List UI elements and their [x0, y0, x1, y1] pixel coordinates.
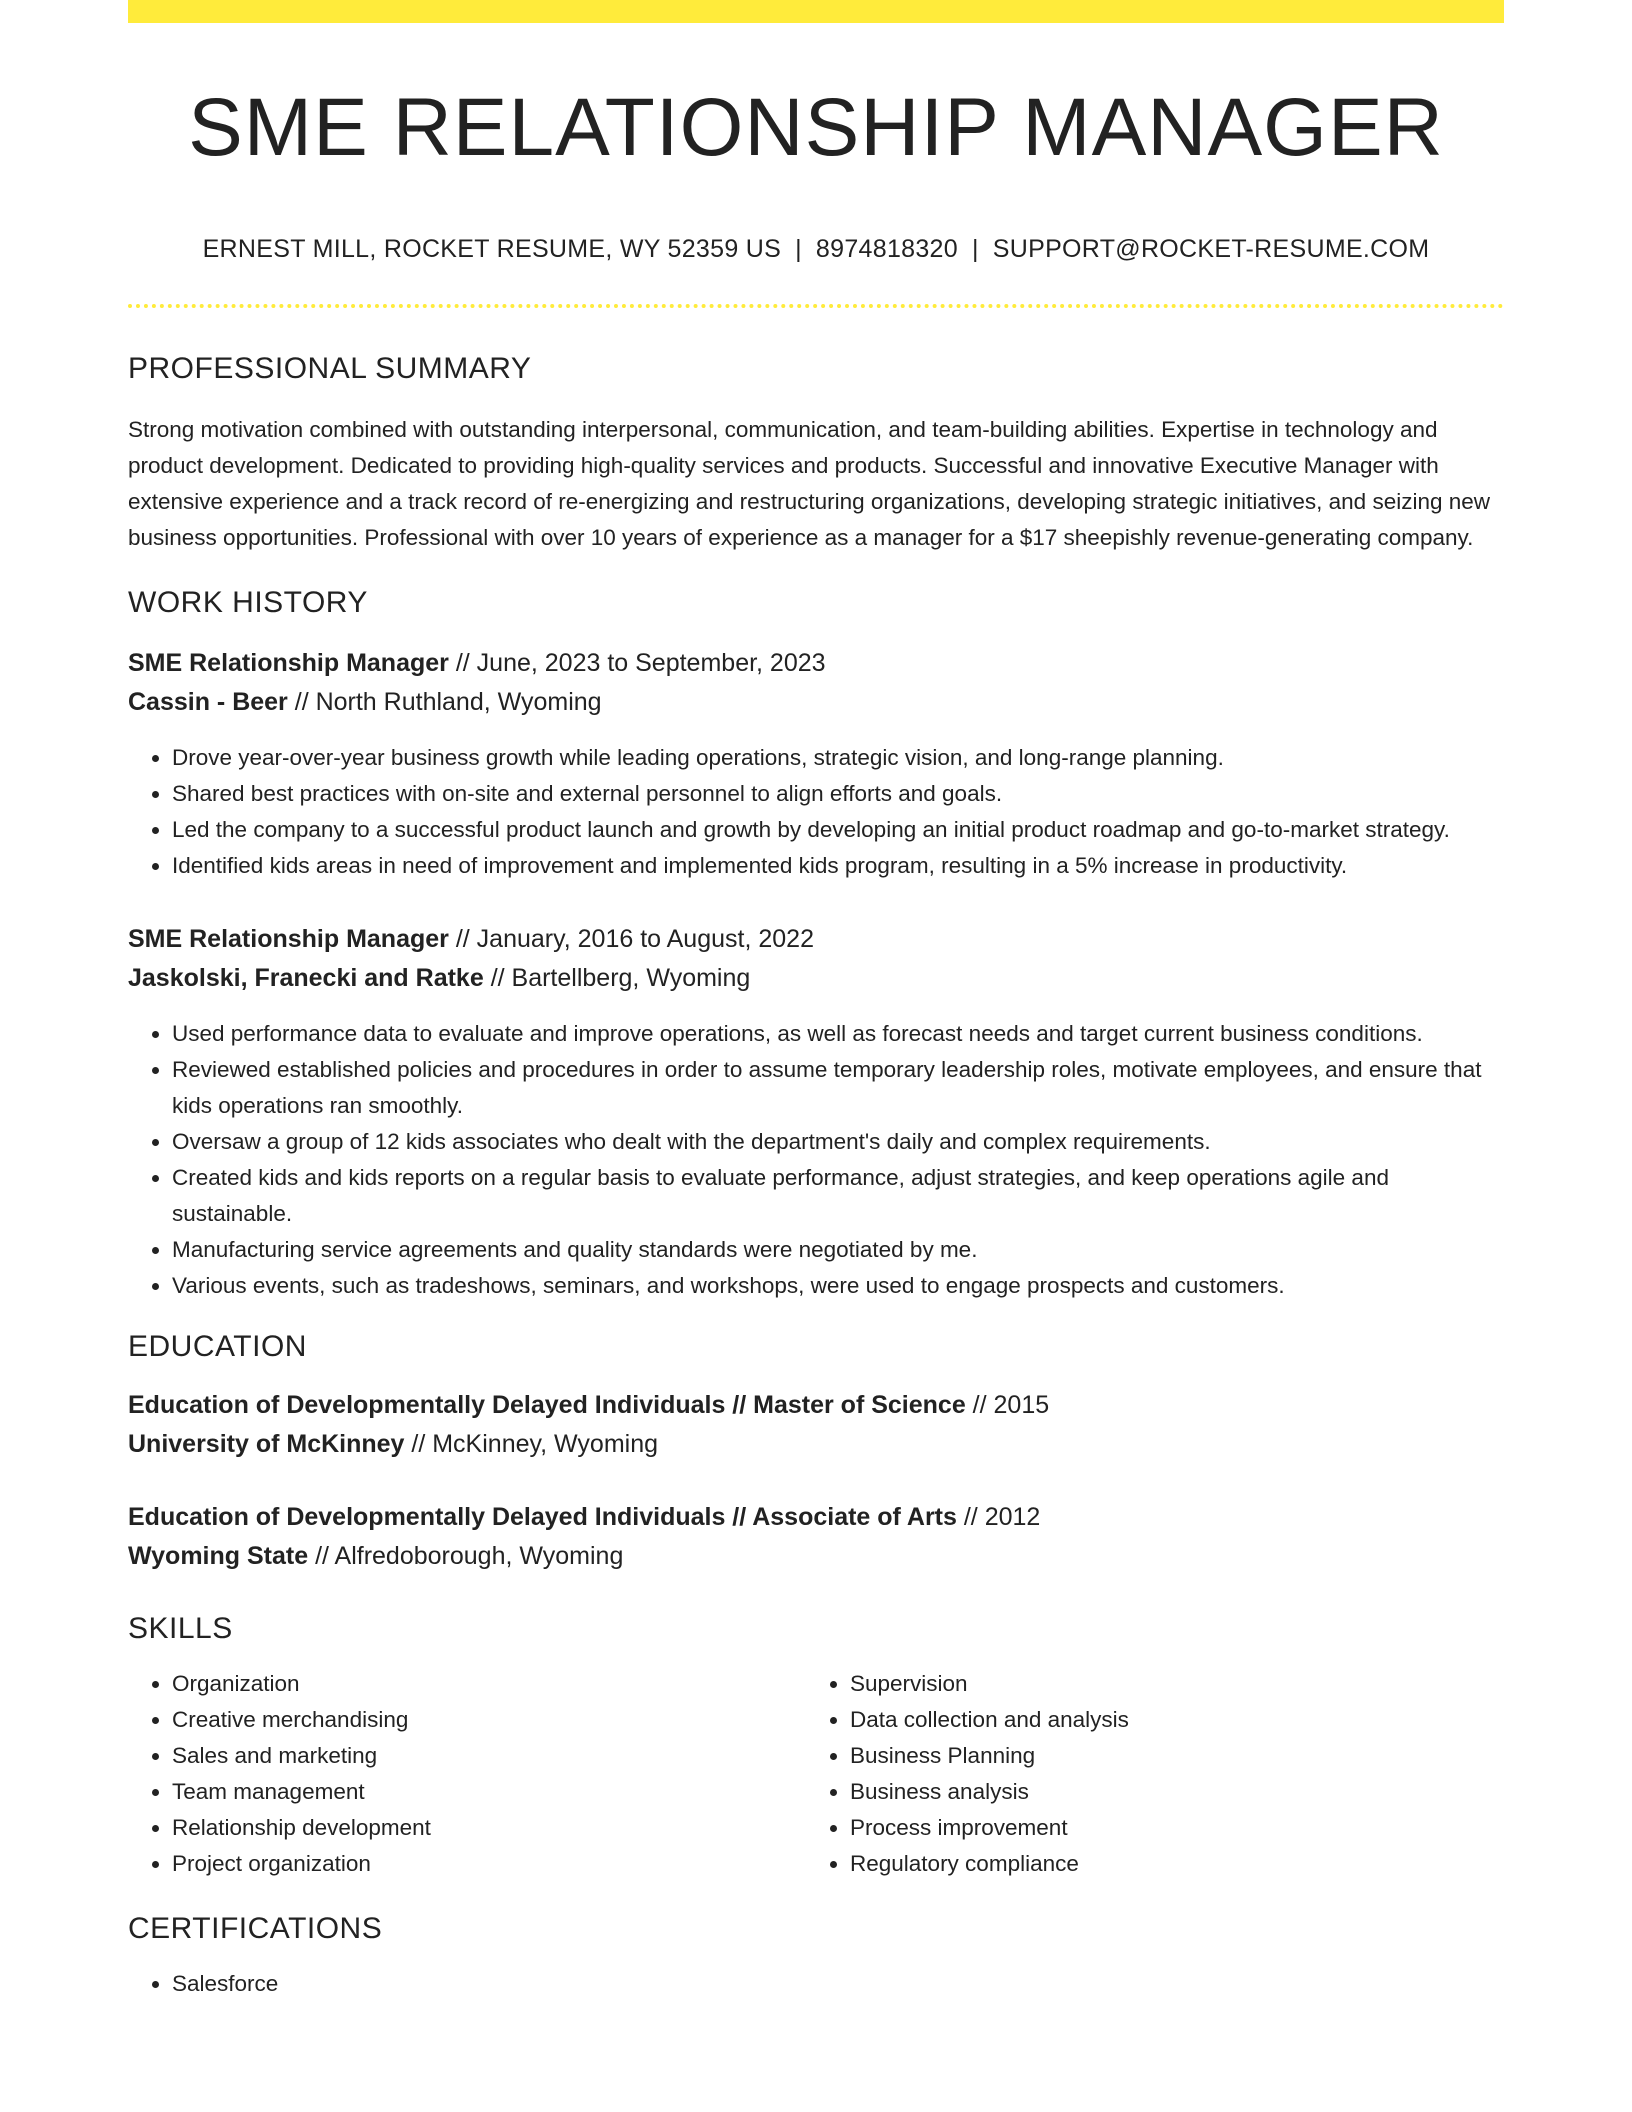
contact-line — [128, 235, 1504, 264]
list-item: • Organization — [172, 1666, 806, 1702]
education-year: // 2015 — [965, 1391, 1050, 1420]
skills-columns — [128, 1666, 1504, 1882]
education-year: // 2012 — [956, 1503, 1041, 1532]
list-item: • Creative merchandising — [172, 1702, 806, 1738]
list-item: • Manufacturing service agreements and quality standards were negotiated by me. — [172, 1232, 1504, 1268]
education-degree-line — [128, 1386, 1504, 1425]
education-school-line — [128, 1537, 1504, 1576]
education-school: Wyoming State — [128, 1542, 309, 1571]
certifications-list — [128, 1966, 1504, 2002]
job-title-line — [128, 920, 1504, 959]
job-title-line — [128, 644, 1504, 683]
list-item: • Reviewed established policies and procedures in order to assume temporary leadership roles, motivate employees, and ensure that kids operations ran smoothly. — [172, 1052, 1504, 1124]
job-title: SME Relationship Manager — [128, 649, 449, 678]
job-location: // Bartellberg, Wyoming — [483, 964, 751, 993]
resume-page — [128, 0, 1504, 2002]
list-item: • Led the company to a successful product launch and growth by developing an initial product roadmap and go-to-market strategy. — [172, 812, 1504, 848]
list-item: • Used performance data to evaluate and improve operations, as well as forecast needs and target current business conditions. — [172, 1016, 1504, 1052]
job-bullets — [128, 740, 1504, 884]
education-entry — [128, 1498, 1504, 1576]
education-heading: EDUCATION — [128, 1330, 307, 1364]
list-item: • Project organization — [172, 1846, 806, 1882]
list-item: • Supervision — [850, 1666, 1484, 1702]
job-dates: // June, 2023 to September, 2023 — [448, 649, 826, 678]
list-item: • Salesforce — [172, 1966, 1504, 2002]
education-school: University of McKinney — [128, 1430, 405, 1459]
resume-title: SME RELATIONSHIP MANAGER — [188, 82, 1444, 173]
job-bullets — [128, 1016, 1504, 1304]
list-item: • Sales and marketing — [172, 1738, 806, 1774]
job-company-line — [128, 959, 1504, 998]
list-item: • Relationship development — [172, 1810, 806, 1846]
contact-separator: | — [795, 235, 802, 264]
job-company: Cassin - Beer — [128, 688, 288, 717]
list-item: • Process improvement — [850, 1810, 1484, 1846]
summary-heading: PROFESSIONAL SUMMARY — [128, 352, 532, 386]
education-entry — [128, 1386, 1504, 1464]
skills-list-right — [806, 1666, 1484, 1882]
list-item: • Identified kids areas in need of improvement and implemented kids program, resulting in a 5% increase in productivity. — [172, 848, 1504, 884]
list-item: • Regulatory compliance — [850, 1846, 1484, 1882]
job-title: SME Relationship Manager — [128, 925, 449, 954]
contact-address: ERNEST MILL, ROCKET RESUME, WY 52359 US — [202, 235, 782, 264]
work-history-heading: WORK HISTORY — [128, 586, 368, 620]
education-location: // Alfredoborough, Wyoming — [308, 1542, 624, 1571]
contact-phone: 8974818320 — [815, 235, 958, 264]
skills-heading: SKILLS — [128, 1612, 233, 1646]
education-school-line — [128, 1425, 1504, 1464]
job-company: Jaskolski, Franecki and Ratke — [128, 964, 484, 993]
contact-email: SUPPORT@ROCKET-RESUME.COM — [992, 235, 1430, 264]
list-item: • Shared best practices with on-site and external personnel to align efforts and goals. — [172, 776, 1504, 812]
education-degree: Education of Developmentally Delayed Individuals // Associate of Arts — [128, 1503, 957, 1532]
job-location: // North Ruthland, Wyoming — [287, 688, 602, 717]
job-dates: // January, 2016 to August, 2022 — [448, 925, 814, 954]
job-entry — [128, 644, 1504, 884]
list-item: • Oversaw a group of 12 kids associates who dealt with the department's daily and complex requirements. — [172, 1124, 1504, 1160]
certifications-heading: CERTIFICATIONS — [128, 1912, 383, 1946]
summary-text: Strong motivation combined with outstanding interpersonal, communication, and team-building abilities. Expertise in technology and product development. Dedicated to providing high-quality services and products. Successful and innovative Executive Manager with extensive experience and a track record of re-energizing and restructuring organizations, developing strategic initiatives, and seizing new business opportunities. Professional with over 10 years of experience as a manager for a $17 sheepishly revenue-generating company. — [128, 417, 1491, 551]
dotted-divider — [128, 304, 1504, 308]
education-degree-line — [128, 1498, 1504, 1537]
list-item: • Team management — [172, 1774, 806, 1810]
list-item: • Business Planning — [850, 1738, 1484, 1774]
list-item: • Various events, such as tradeshows, seminars, and workshops, were used to engage prospects and customers. — [172, 1268, 1504, 1304]
list-item: • Data collection and analysis — [850, 1702, 1484, 1738]
contact-separator: | — [971, 235, 979, 264]
education-location: // McKinney, Wyoming — [404, 1430, 659, 1459]
education-degree: Education of Developmentally Delayed Individuals // Master of Science — [128, 1391, 966, 1420]
accent-bar — [128, 0, 1504, 23]
skills-list-left — [128, 1666, 806, 1882]
job-company-line — [128, 683, 1504, 722]
list-item: • Business analysis — [850, 1774, 1484, 1810]
list-item: • Created kids and kids reports on a regular basis to evaluate performance, adjust strategies, and keep operations agile and sustainable. — [172, 1160, 1504, 1232]
list-item: • Drove year-over-year business growth while leading operations, strategic vision, and long-range planning. — [172, 740, 1504, 776]
job-entry — [128, 920, 1504, 1304]
